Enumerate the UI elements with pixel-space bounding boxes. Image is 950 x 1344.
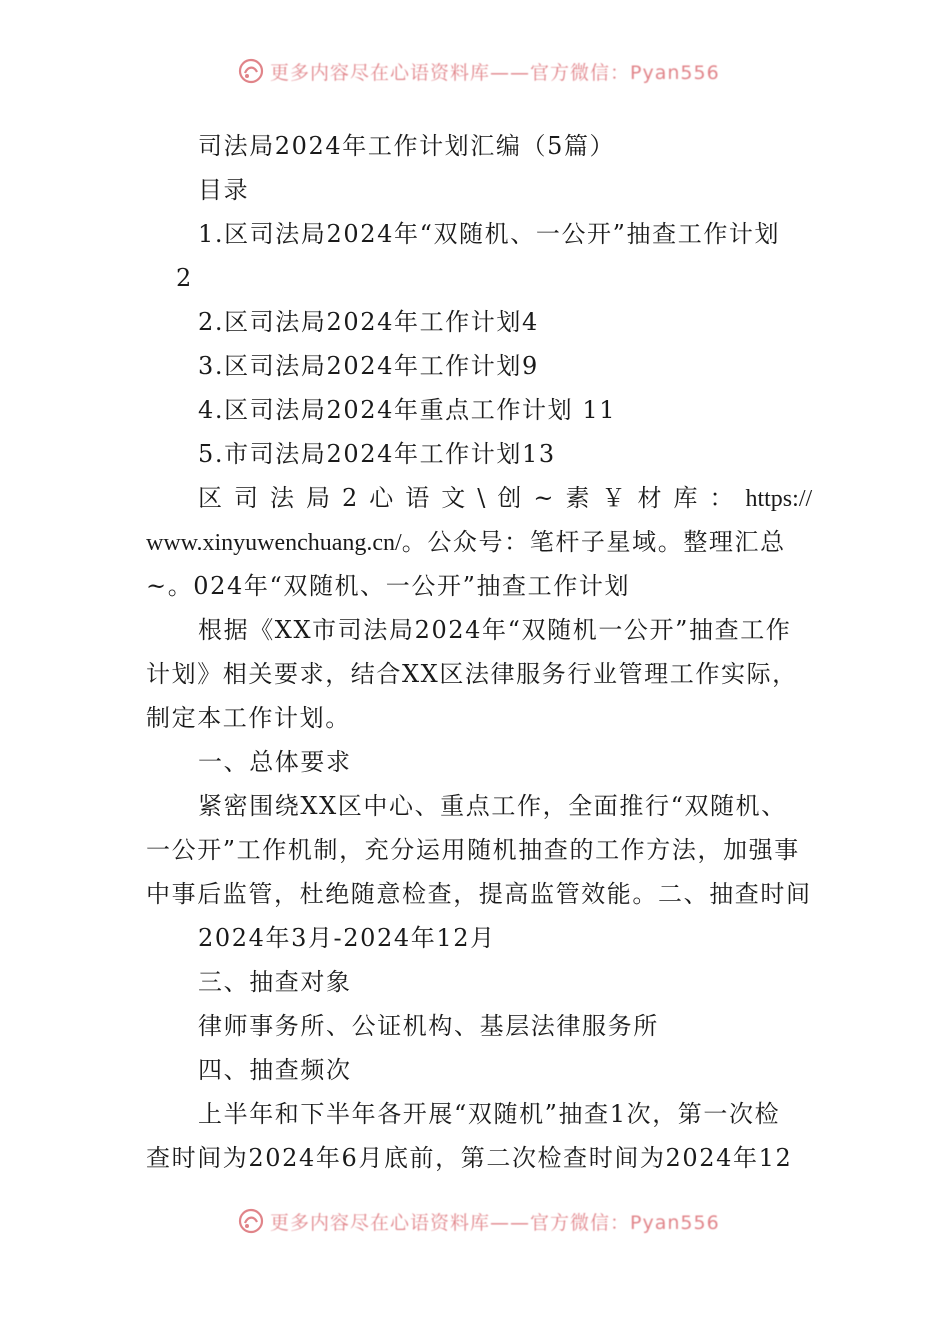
- intro-line-1: 根据《XX市司法局2024年“双随机一公开”抽查工作: [198, 616, 792, 644]
- intro-line-2: 计划》相关要求，结合XX区法律服务行业管理工作实际，: [146, 660, 798, 688]
- ad-link-prefix[interactable]: https://: [745, 486, 813, 512]
- section-heading-general: 一、总体要求: [198, 748, 352, 776]
- toc-item-1-page: 2: [176, 264, 193, 292]
- section-heading-targets: 三、抽查对象: [198, 968, 352, 996]
- toc-item-3[interactable]: 3.区司法局2024年工作计划9: [198, 352, 539, 380]
- ad-line-2: [146, 520, 808, 564]
- ad-link-url[interactable]: www.xinyuwenchuang.cn/: [146, 530, 402, 556]
- document-body: [146, 124, 813, 1180]
- toc-item-5[interactable]: 5.市司法局2024年工作计划13: [198, 440, 556, 468]
- intro-line-3: 制定本工作计划。: [146, 704, 351, 732]
- watermark-text: 更多内容尽在心语资料库——官方微信：Pyan556: [270, 61, 720, 84]
- brand-logo-icon: [238, 58, 264, 84]
- toc-heading: 目录: [198, 176, 250, 204]
- frequency-line-1: 上半年和下半年各开展“双随机”抽查1次，第一次检: [198, 1100, 781, 1128]
- frequency-line-2: 查时间为2024年6月底前，第二次检查时间为2024年12: [146, 1144, 793, 1172]
- watermark-text: 更多内容尽在心语资料库——官方微信：Pyan556: [270, 1211, 720, 1234]
- targets-line: 律师事务所、公证机构、基层法律服务所: [198, 1012, 659, 1040]
- time-range: 2024年3月-2024年12月: [198, 924, 496, 952]
- ad-line-1-text: 区司法局2心语文\创~素￥材库：: [198, 484, 746, 512]
- general-line-2: 一公开”工作机制，充分运用随机抽查的工作方法，加强事: [146, 836, 800, 864]
- toc-item-1[interactable]: 1.区司法局2024年“双随机、一公开”抽查工作计划: [198, 220, 781, 248]
- ad-line-1: [146, 476, 813, 520]
- ad-line-2-text: 。公众号：笔杆子星域。整理汇总: [401, 528, 786, 556]
- header-watermark: [238, 56, 718, 86]
- section-title-1: ~。024年“双随机、一公开”抽查工作计划: [146, 572, 631, 600]
- toc-item-4[interactable]: 4.区司法局2024年重点工作计划 11: [198, 396, 617, 424]
- toc-item-2[interactable]: 2.区司法局2024年工作计划4: [198, 308, 539, 336]
- footer-watermark: [238, 1206, 718, 1236]
- general-line-1: 紧密围绕XX区中心、重点工作，全面推行“双随机、: [198, 792, 787, 820]
- document-title: 司法局2024年工作计划汇编（5篇）: [198, 132, 616, 160]
- brand-logo-icon: [238, 1208, 264, 1234]
- section-heading-frequency: 四、抽查频次: [198, 1056, 352, 1084]
- general-line-3: 中事后监管，杜绝随意检查，提高监管效能。二、抽查时间: [146, 880, 812, 908]
